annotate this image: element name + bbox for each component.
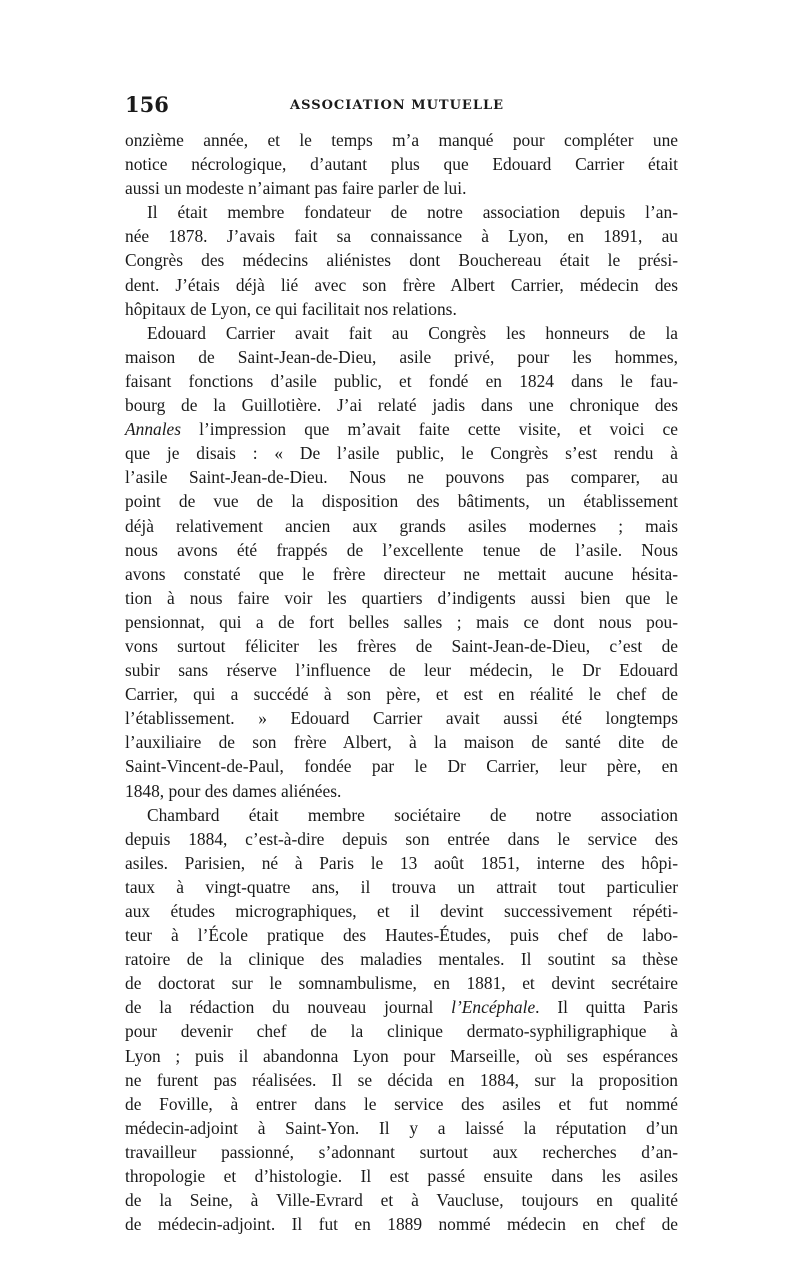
text-line: née 1878. J’avais fait sa connaissance à Lyon, en 1891, au bbox=[125, 226, 678, 247]
text-line: Saint-Vincent-de-Paul, fondée par le Dr Carrier, leur père, en bbox=[125, 756, 678, 777]
text-line: Lyon ; puis il abandonna Lyon pour Marseille, où ses espérances bbox=[125, 1045, 678, 1066]
text-line: aussi un modeste n’aimant pas faire parler de lui. bbox=[125, 178, 467, 199]
text-line: de médecin-adjoint. Il fut en 1889 nommé médecin en chef de bbox=[125, 1214, 678, 1235]
text-line: Congrès des médecins aliénistes dont Bouchereau était le prési- bbox=[125, 250, 678, 271]
text-line: hôpitaux de Lyon, ce qui facilitait nos relations. bbox=[125, 298, 457, 319]
text-line: de la Seine, à Ville-Evrard et à Vaucluse, toujours en qualité bbox=[125, 1190, 678, 1211]
text-line: teur à l’École pratique des Hautes-Études, puis chef de labo- bbox=[125, 925, 678, 946]
text-line: vons surtout féliciter les frères de Saint-Jean-de-Dieu, c’est de bbox=[125, 635, 678, 656]
text-line: 1848, pour des dames aliénées. bbox=[125, 780, 342, 801]
text-line: l’établissement. » Edouard Carrier avait aussi été longtemps bbox=[125, 708, 678, 729]
text-line: déjà relativement ancien aux grands asiles modernes ; mais bbox=[125, 515, 678, 536]
body-text bbox=[125, 128, 678, 1236]
text-line: taux à vingt-quatre ans, il trouva un attrait tout particulier bbox=[125, 876, 678, 897]
running-head: ASSOCIATION MUTUELLE bbox=[290, 98, 505, 113]
text-line: de doctorat sur le somnambulisme, en 1881, et devint secrétaire bbox=[125, 973, 678, 994]
text-line: ratoire de la clinique des maladies mentales. Il soutint sa thèse bbox=[125, 949, 678, 970]
text-line: Chambard était membre sociétaire de notre association bbox=[147, 804, 678, 825]
text-line: de la rédaction du nouveau journal l’Encéphale. Il quitta Paris bbox=[125, 997, 678, 1018]
text-line: Carrier, qui a succédé à son père, et est en réalité le chef de bbox=[125, 684, 678, 705]
text-line: Edouard Carrier avait fait au Congrès les honneurs de la bbox=[147, 322, 678, 343]
text-line: Il était membre fondateur de notre association depuis l’an- bbox=[147, 202, 678, 223]
text-line: tion à nous faire voir les quartiers d’indigents aussi bien que le bbox=[125, 587, 678, 608]
text-line: avons constaté que le frère directeur ne mettait aucune hésita- bbox=[125, 563, 678, 584]
text-line: depuis 1884, c’est-à-dire depuis son entrée dans le service des bbox=[125, 828, 678, 849]
text-line: faisant fonctions d’asile public, et fondé en 1824 dans le fau- bbox=[125, 370, 678, 391]
text-line: asiles. Parisien, né à Paris le 13 août 1851, interne des hôpi- bbox=[125, 852, 678, 873]
text-line: onzième année, et le temps m’a manqué pour compléter une bbox=[125, 130, 678, 150]
page-header bbox=[125, 92, 678, 118]
text-line: l’auxiliaire de son frère Albert, à la maison de santé dite de bbox=[125, 732, 678, 753]
text-line: bourg de la Guillotière. J’ai relaté jadis dans une chronique des bbox=[125, 395, 678, 416]
text-line: Annales l’impression que m’avait faite cette visite, et voici ce bbox=[125, 419, 678, 440]
text-line: pour devenir chef de la clinique dermato-syphiligraphique à bbox=[125, 1021, 678, 1042]
text-line: subir sans réserve l’influence de leur médecin, le Dr Edouard bbox=[125, 660, 678, 681]
text-line: point de vue de la disposition des bâtiments, un établissement bbox=[125, 491, 678, 512]
text-line: travailleur passionné, s’adonnant surtout aux recherches d’an- bbox=[125, 1141, 678, 1162]
text-line: que je disais : « De l’asile public, le Congrès s’est rendu à bbox=[125, 443, 678, 464]
text-line: ne furent pas réalisées. Il se décida en 1884, sur la proposition bbox=[125, 1069, 678, 1090]
text-line: pensionnat, qui a de fort belles salles ; mais ce dont nous pou- bbox=[125, 611, 678, 632]
text-line: de Foville, à entrer dans le service des asiles et fut nommé bbox=[125, 1093, 678, 1114]
text-line: thropologie et d’histologie. Il est passé ensuite dans les asiles bbox=[125, 1166, 678, 1187]
text-line: médecin-adjoint à Saint-Yon. Il y a laissé la réputation d’un bbox=[125, 1117, 678, 1138]
text-line: dent. J’étais déjà lié avec son frère Albert Carrier, médecin des bbox=[125, 274, 678, 295]
page-number: 156 bbox=[125, 92, 169, 117]
text-line: l’asile Saint-Jean-de-Dieu. Nous ne pouvons pas comparer, au bbox=[125, 467, 678, 488]
text-line: maison de Saint-Jean-de-Dieu, asile privé, pour les hommes, bbox=[125, 346, 678, 367]
text-line: nous avons été frappés de l’excellente tenue de l’asile. Nous bbox=[125, 539, 678, 560]
text-line: notice nécrologique, d’autant plus que Edouard Carrier était bbox=[125, 154, 678, 175]
text-line: aux études micrographiques, et il devint successivement répéti- bbox=[125, 901, 678, 921]
